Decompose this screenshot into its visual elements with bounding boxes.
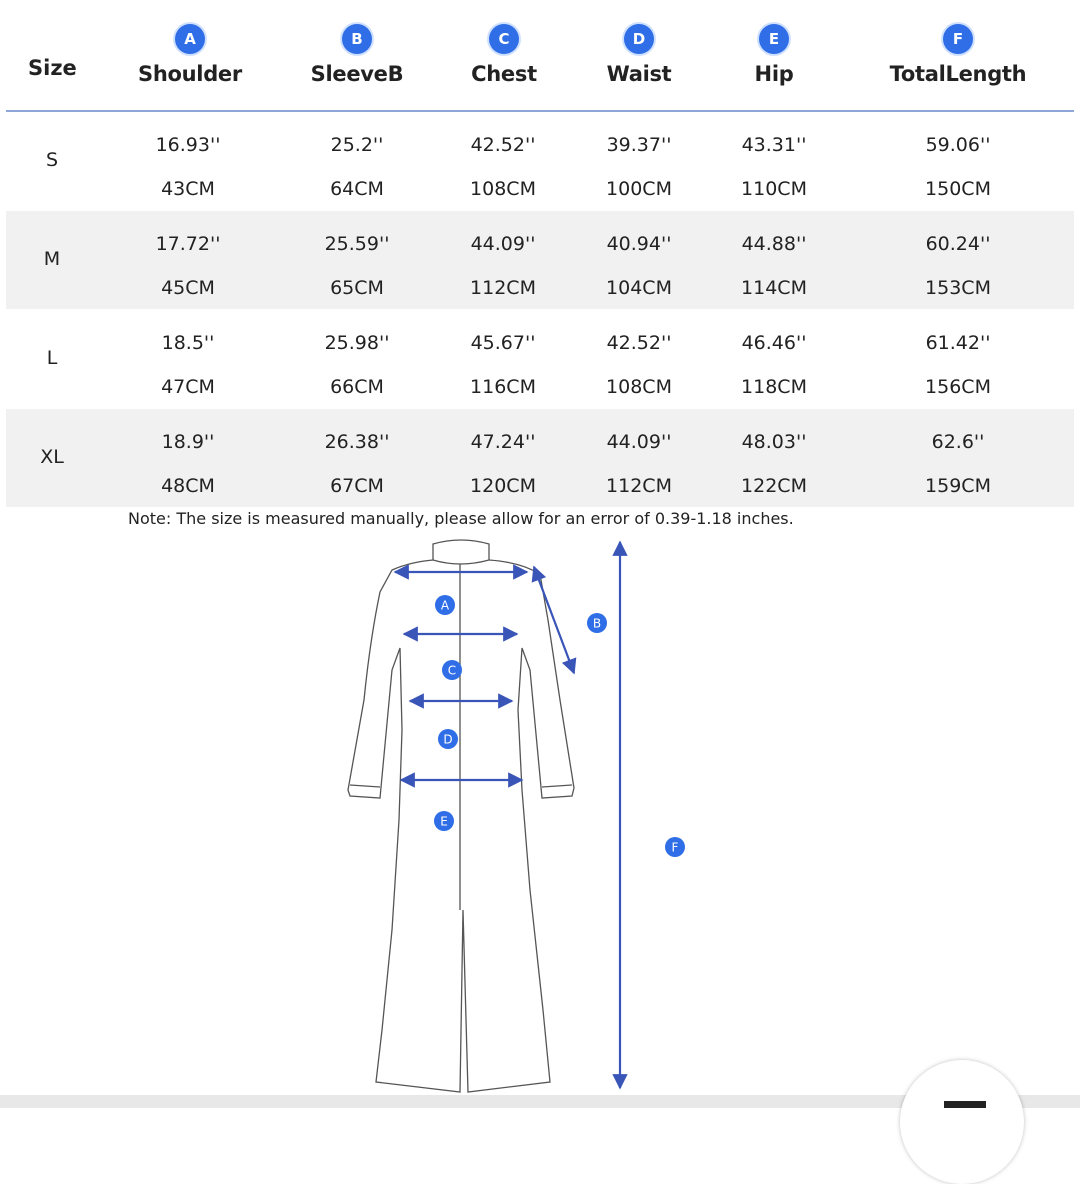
label-b: B (592, 616, 602, 631)
cell-chest-inch: 47.24'' (470, 431, 536, 453)
menu-icon (944, 1101, 986, 1108)
label-f-marker (665, 837, 685, 857)
cell-hip-cm: 114CM (741, 277, 807, 299)
column-title-total-length: TotalLength (889, 62, 1027, 86)
cell-waist-cm: 104CM (606, 277, 672, 299)
measurement-note: Note: The size is measured manually, please allow for an error of 0.39-1.18 inches. (128, 509, 794, 528)
label-c-marker (442, 660, 462, 680)
cell-length-cm: 156CM (925, 376, 991, 398)
column-header-sleeve (277, 24, 437, 86)
garment-diagram (0, 530, 1080, 1095)
cell-length-inch: 59.06'' (925, 134, 991, 156)
cell-chest-cm: 120CM (470, 475, 536, 497)
label-d: D (443, 732, 453, 747)
cell-sleeve-cm: 66CM (330, 376, 384, 398)
cell-waist-cm: 108CM (606, 376, 672, 398)
cell-shoulder-inch: 18.5'' (161, 332, 215, 354)
label-e: E (440, 814, 448, 829)
cell-waist-cm: 100CM (606, 178, 672, 200)
cell-sleeve-inch: 25.59'' (324, 233, 390, 255)
column-header-total-length (878, 24, 1038, 86)
cell-chest-inch: 45.67'' (470, 332, 536, 354)
cell-length-cm: 159CM (925, 475, 991, 497)
cell-waist-cm: 112CM (606, 475, 672, 497)
column-title-chest: Chest (471, 62, 537, 86)
cell-chest-cm: 116CM (470, 376, 536, 398)
cell-sleeve-cm: 65CM (330, 277, 384, 299)
badge-a: A (175, 24, 205, 54)
label-a-marker (435, 595, 455, 615)
cell-sleeve-cm: 64CM (330, 178, 384, 200)
cell-chest-inch: 44.09'' (470, 233, 536, 255)
column-title-waist: Waist (606, 62, 672, 86)
table-row-m (6, 211, 1074, 309)
column-header-hip (694, 24, 854, 86)
cell-waist-inch: 40.94'' (606, 233, 672, 255)
badge-b: B (342, 24, 372, 54)
cell-length-inch: 60.24'' (925, 233, 991, 255)
row-size-label: M (43, 248, 61, 270)
label-b-marker (587, 613, 607, 633)
cell-hip-cm: 118CM (741, 376, 807, 398)
label-f: F (671, 840, 679, 855)
label-e-marker (434, 811, 454, 831)
cell-sleeve-inch: 25.2'' (330, 134, 384, 156)
cell-shoulder-inch: 17.72'' (155, 233, 221, 255)
label-a: A (440, 598, 450, 613)
cell-sleeve-inch: 25.98'' (324, 332, 390, 354)
cell-shoulder-cm: 45CM (161, 277, 215, 299)
cell-hip-inch: 48.03'' (741, 431, 807, 453)
cell-waist-inch: 42.52'' (606, 332, 672, 354)
label-c: C (447, 663, 457, 678)
badge-d: D (624, 24, 654, 54)
cell-hip-cm: 110CM (741, 178, 807, 200)
cell-length-inch: 62.6'' (931, 431, 985, 453)
cell-hip-inch: 43.31'' (741, 134, 807, 156)
table-row-xl (6, 409, 1074, 507)
cell-shoulder-cm: 48CM (161, 475, 215, 497)
cell-shoulder-cm: 43CM (161, 178, 215, 200)
label-d-marker (438, 729, 458, 749)
cell-hip-inch: 44.88'' (741, 233, 807, 255)
column-title-hip: Hip (754, 62, 794, 86)
cell-shoulder-inch: 16.93'' (155, 134, 221, 156)
cell-length-inch: 61.42'' (925, 332, 991, 354)
cell-sleeve-cm: 67CM (330, 475, 384, 497)
cell-chest-cm: 112CM (470, 277, 536, 299)
cell-length-cm: 153CM (925, 277, 991, 299)
row-size-label: L (46, 347, 58, 369)
cell-hip-cm: 122CM (741, 475, 807, 497)
cell-chest-cm: 108CM (470, 178, 536, 200)
table-row-s (6, 112, 1074, 210)
row-size-label: S (45, 149, 59, 171)
measurement-arrows (395, 542, 620, 1088)
row-size-label: XL (40, 446, 64, 468)
cell-shoulder-inch: 18.9'' (161, 431, 215, 453)
cell-hip-inch: 46.46'' (741, 332, 807, 354)
cell-waist-inch: 39.37'' (606, 134, 672, 156)
cell-sleeve-inch: 26.38'' (324, 431, 390, 453)
cell-shoulder-cm: 47CM (161, 376, 215, 398)
table-row-l (6, 310, 1074, 408)
size-table-header (0, 0, 1080, 112)
jumpsuit-outline (348, 540, 574, 1092)
column-title-sleeve: SleeveB (310, 62, 404, 86)
size-column-header: Size (28, 56, 77, 80)
column-header-shoulder (110, 24, 270, 86)
cell-waist-inch: 44.09'' (606, 431, 672, 453)
column-title-shoulder: Shoulder (138, 62, 242, 86)
badge-f: F (943, 24, 973, 54)
badge-c: C (489, 24, 519, 54)
badge-e: E (759, 24, 789, 54)
floating-action-button[interactable] (900, 1060, 1024, 1184)
cell-length-cm: 150CM (925, 178, 991, 200)
cell-chest-inch: 42.52'' (470, 134, 536, 156)
